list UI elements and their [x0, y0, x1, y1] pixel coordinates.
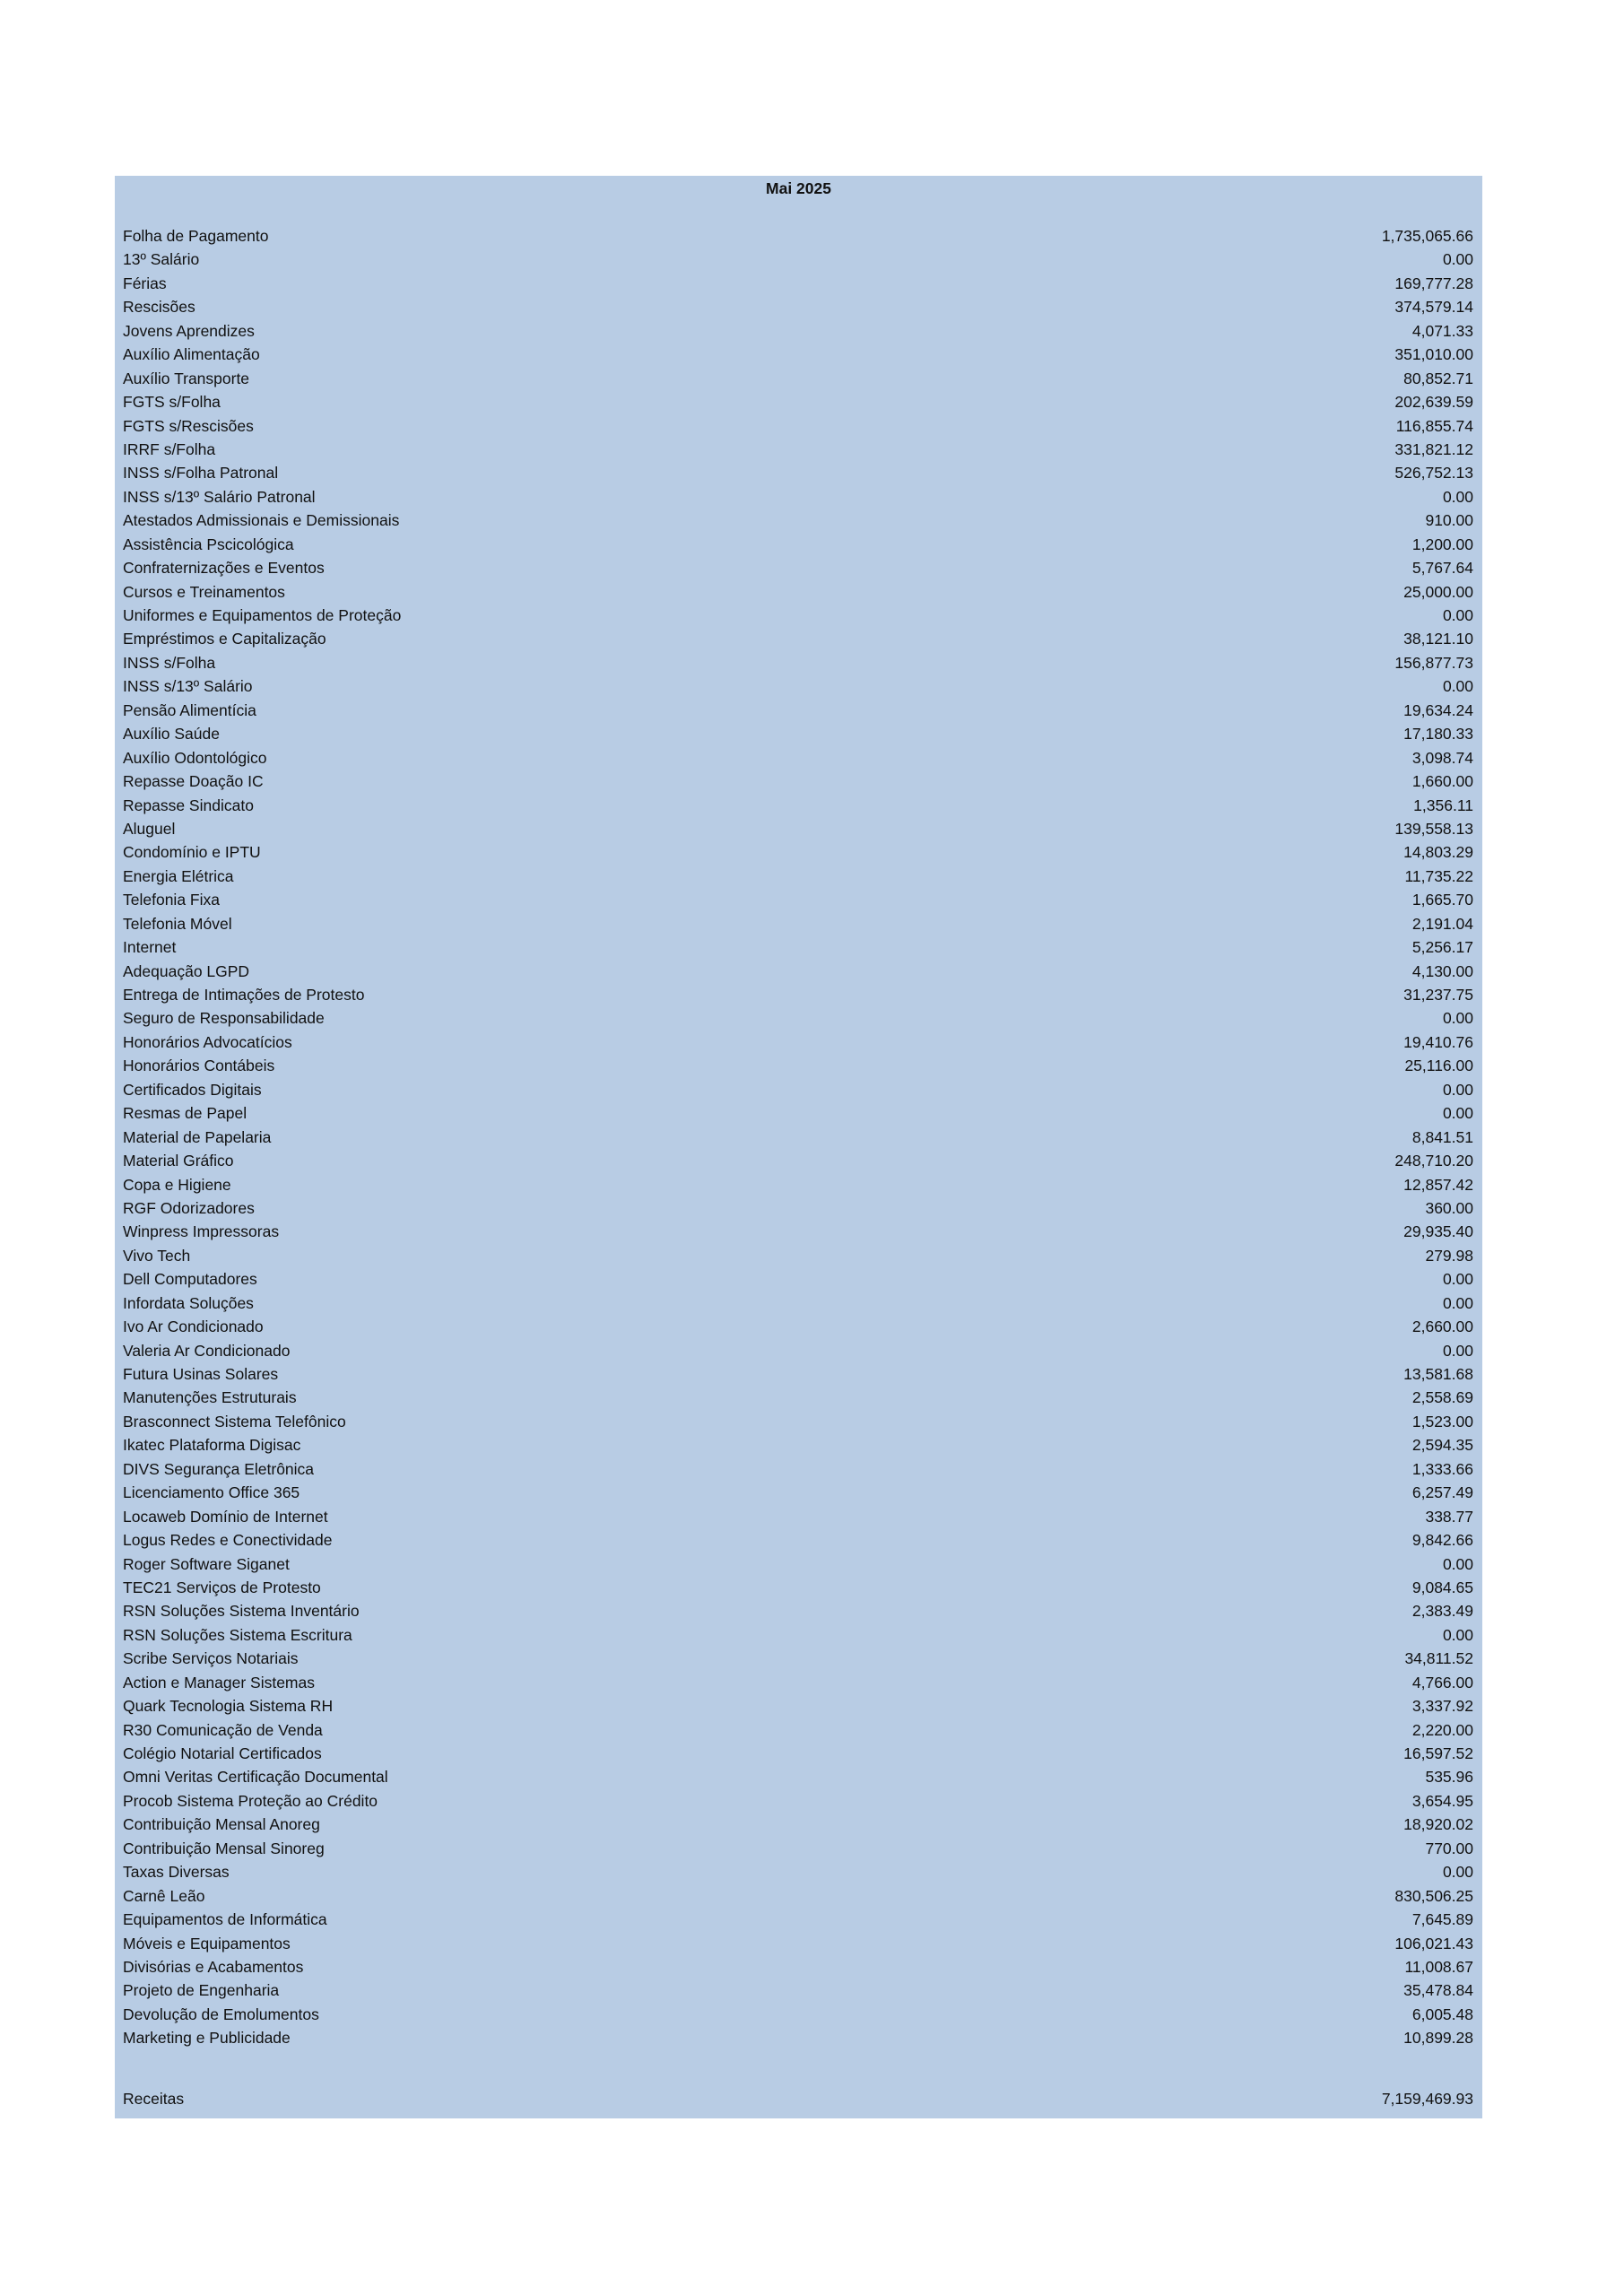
- expense-label: Roger Software Siganet: [123, 1554, 290, 1573]
- expense-label: Vivo Tech: [123, 1246, 191, 1265]
- expense-value: 248,710.20: [1394, 1152, 1473, 1170]
- expense-label: Auxílio Odontológico: [123, 748, 267, 767]
- expense-value: 279.98: [1425, 1246, 1473, 1265]
- expense-value: 360.00: [1425, 1198, 1473, 1217]
- expense-value: 14,803.29: [1403, 843, 1473, 862]
- expense-value: 910.00: [1425, 511, 1473, 530]
- expense-label: Licenciamento Office 365: [123, 1483, 300, 1502]
- expense-row: [115, 580, 1482, 604]
- expense-row: [115, 840, 1482, 864]
- expense-row: [115, 295, 1482, 318]
- expense-row: [115, 1813, 1482, 1836]
- expense-label: Auxílio Transporte: [123, 369, 250, 387]
- expense-value: 35,478.84: [1403, 1981, 1473, 2000]
- expense-label: Infordata Soluções: [123, 1293, 254, 1312]
- expense-value: 29,935.40: [1403, 1222, 1473, 1241]
- expense-label: INSS s/Folha: [123, 653, 216, 672]
- expense-label: Marketing e Publicidade: [123, 2029, 291, 2048]
- total-label: Receitas: [123, 2090, 185, 2108]
- expense-label: Material Gráfico: [123, 1152, 234, 1170]
- expense-label: Certificados Digitais: [123, 1080, 262, 1099]
- expense-value: 5,256.17: [1411, 938, 1473, 957]
- expense-label: Winpress Impressoras: [123, 1222, 280, 1241]
- expense-value: 1,356.11: [1413, 796, 1473, 814]
- expense-row: [115, 1884, 1482, 1908]
- expense-value: 0.00: [1442, 250, 1473, 269]
- expense-row: [115, 367, 1482, 390]
- expense-row: [115, 1315, 1482, 1338]
- expense-label: INSS s/Folha Patronal: [123, 464, 279, 483]
- expense-label: Condomínio e IPTU: [123, 843, 261, 862]
- expense-row: [115, 2003, 1482, 2026]
- expense-row: [115, 1386, 1482, 1409]
- expense-row: [115, 1054, 1482, 1077]
- expense-value: 139,558.13: [1394, 819, 1473, 838]
- expense-label: Auxílio Saúde: [123, 725, 220, 744]
- expense-value: 16,597.52: [1403, 1744, 1473, 1762]
- expense-row: [115, 272, 1482, 295]
- expense-label: Móveis e Equipamentos: [123, 1934, 291, 1952]
- expense-label: 13º Salário: [123, 250, 200, 269]
- expense-row: [115, 2026, 1482, 2049]
- expense-value: 4,071.33: [1411, 321, 1473, 340]
- expense-row: [115, 1694, 1482, 1718]
- expense-value: 0.00: [1442, 487, 1473, 506]
- expense-row: [115, 1292, 1482, 1315]
- expense-row: [115, 1505, 1482, 1528]
- expense-value: 0.00: [1442, 1080, 1473, 1099]
- expense-label: Pensão Alimentícia: [123, 700, 256, 719]
- expense-row: [115, 1765, 1482, 1788]
- expense-row: [115, 770, 1482, 793]
- expense-row: [115, 888, 1482, 911]
- expense-value: 0.00: [1442, 1625, 1473, 1644]
- expense-label: Honorários Advocatícios: [123, 1032, 292, 1051]
- expense-row: [115, 627, 1482, 650]
- expense-label: Material de Papelaria: [123, 1127, 272, 1146]
- expense-label: Resmas de Papel: [123, 1104, 248, 1123]
- expense-value: 169,777.28: [1394, 274, 1473, 292]
- expense-row: [115, 1955, 1482, 1979]
- expense-label: Locaweb Domínio de Internet: [123, 1507, 328, 1526]
- expense-value: 1,333.66: [1411, 1459, 1473, 1478]
- expense-row: [115, 983, 1482, 1006]
- expense-value: 0.00: [1442, 1009, 1473, 1028]
- expense-label: R30 Comunicação de Venda: [123, 1720, 323, 1739]
- expense-value: 1,660.00: [1411, 772, 1473, 791]
- expense-row: [115, 1576, 1482, 1599]
- expense-row: [115, 1789, 1482, 1813]
- expense-label: INSS s/13º Salário: [123, 677, 253, 696]
- expense-label: Taxas Diversas: [123, 1863, 230, 1882]
- expense-value: 38,121.10: [1403, 630, 1473, 648]
- expense-value: 25,116.00: [1404, 1057, 1473, 1075]
- expense-row: [115, 1006, 1482, 1030]
- expense-row: [115, 1860, 1482, 1883]
- expense-label: Projeto de Engenharia: [123, 1981, 280, 2000]
- expense-value: 106,021.43: [1394, 1934, 1473, 1952]
- expense-label: Devolução de Emolumentos: [123, 2005, 319, 2023]
- expense-label: Logus Redes e Conectividade: [123, 1531, 333, 1550]
- expense-value: 5,767.64: [1411, 559, 1473, 578]
- expense-row: [115, 343, 1482, 366]
- expense-value: 0.00: [1442, 1554, 1473, 1573]
- expense-value: 2,191.04: [1411, 914, 1473, 933]
- expense-label: Colégio Notarial Certificados: [123, 1744, 322, 1762]
- expense-row: [115, 1599, 1482, 1622]
- expense-value: 535.96: [1425, 1768, 1473, 1787]
- expense-label: Jovens Aprendizes: [123, 321, 255, 340]
- expense-label: Ivo Ar Condicionado: [123, 1318, 264, 1336]
- expense-value: 13,581.68: [1403, 1365, 1473, 1383]
- expense-row: [115, 1267, 1482, 1291]
- expense-label: Folha de Pagamento: [123, 227, 269, 245]
- expense-label: RSN Soluções Sistema Inventário: [123, 1602, 360, 1621]
- expense-label: Ikatec Plataforma Digisac: [123, 1436, 301, 1455]
- expense-row: [115, 485, 1482, 509]
- expense-value: 4,130.00: [1411, 961, 1473, 980]
- expense-row: [115, 651, 1482, 674]
- expense-label: Honorários Contábeis: [123, 1057, 275, 1075]
- expense-value: 18,920.02: [1403, 1815, 1473, 1834]
- expense-label: Empréstimos e Capitalização: [123, 630, 326, 648]
- expense-row: [115, 746, 1482, 770]
- expense-row: [115, 1101, 1482, 1125]
- expense-value: 1,523.00: [1411, 1412, 1473, 1431]
- expense-value: 17,180.33: [1403, 725, 1473, 744]
- expense-row: [115, 1979, 1482, 2002]
- expense-value: 331,821.12: [1394, 439, 1473, 458]
- expense-row: [115, 817, 1482, 840]
- expense-row: [115, 533, 1482, 556]
- expense-value: 156,877.73: [1394, 653, 1473, 672]
- expense-label: Auxílio Alimentação: [123, 345, 260, 364]
- expense-row: [115, 1433, 1482, 1457]
- expense-label: Contribuição Mensal Anoreg: [123, 1815, 320, 1834]
- expense-value: 2,594.35: [1411, 1436, 1473, 1455]
- expense-row: [115, 1481, 1482, 1504]
- expense-label: Equipamentos de Informática: [123, 1910, 327, 1929]
- expense-list: [115, 224, 1482, 2050]
- expense-label: Repasse Doação IC: [123, 772, 264, 791]
- expense-label: Cursos e Treinamentos: [123, 582, 285, 601]
- expense-label: Entrega de Intimações de Protesto: [123, 986, 365, 1004]
- expense-row: [115, 556, 1482, 579]
- expense-value: 9,084.65: [1411, 1578, 1473, 1596]
- expense-label: Energia Elétrica: [123, 866, 234, 885]
- expense-value: 0.00: [1442, 1293, 1473, 1312]
- expense-value: 25,000.00: [1403, 582, 1473, 601]
- total-value: 7,159,469.93: [1381, 2090, 1473, 2108]
- expense-label: Brasconnect Sistema Telefônico: [123, 1412, 346, 1431]
- expense-label: RGF Odorizadores: [123, 1198, 255, 1217]
- expense-row: [115, 1078, 1482, 1101]
- expense-label: Uniformes e Equipamentos de Proteção: [123, 606, 402, 624]
- expense-label: Scribe Serviços Notariais: [123, 1649, 299, 1668]
- expense-value: 2,660.00: [1411, 1318, 1473, 1336]
- expense-label: Quark Tecnologia Sistema RH: [123, 1697, 334, 1716]
- expense-label: RSN Soluções Sistema Escritura: [123, 1625, 352, 1644]
- expense-value: 2,383.49: [1411, 1602, 1473, 1621]
- expense-row: [115, 461, 1482, 484]
- expense-label: INSS s/13º Salário Patronal: [123, 487, 316, 506]
- sheet-title: Mai 2025: [766, 179, 831, 197]
- expense-row: [115, 1031, 1482, 1054]
- expense-row: [115, 1623, 1482, 1647]
- expense-label: Telefonia Móvel: [123, 914, 232, 933]
- total-row: [115, 2086, 1482, 2111]
- expense-row: [115, 438, 1482, 461]
- expense-value: 0.00: [1442, 606, 1473, 624]
- expense-label: Dell Computadores: [123, 1270, 257, 1289]
- expense-value: 1,665.70: [1411, 891, 1473, 909]
- expense-row: [115, 390, 1482, 413]
- expense-value: 6,005.48: [1411, 2005, 1473, 2023]
- expense-label: Adequação LGPD: [123, 961, 250, 980]
- expense-label: Contribuição Mensal Sinoreg: [123, 1839, 325, 1857]
- expense-value: 11,008.67: [1404, 1957, 1473, 1976]
- expense-value: 770.00: [1425, 1839, 1473, 1857]
- expense-row: [115, 1528, 1482, 1552]
- expense-value: 0.00: [1442, 1104, 1473, 1123]
- expense-row: [115, 865, 1482, 888]
- expense-value: 3,098.74: [1411, 748, 1473, 767]
- expense-value: 0.00: [1442, 1341, 1473, 1360]
- expense-label: Divisórias e Acabamentos: [123, 1957, 304, 1976]
- expense-label: Action e Manager Sistemas: [123, 1673, 315, 1692]
- expense-row: [115, 1552, 1482, 1576]
- expense-value: 2,220.00: [1411, 1720, 1473, 1739]
- expense-value: 9,842.66: [1411, 1531, 1473, 1550]
- expense-row: [115, 1647, 1482, 1670]
- expense-value: 116,855.74: [1395, 416, 1473, 435]
- expense-value: 0.00: [1442, 677, 1473, 696]
- expense-row: [115, 674, 1482, 698]
- expense-label: Atestados Admissionais e Demissionais: [123, 511, 400, 530]
- expense-value: 19,410.76: [1403, 1032, 1473, 1051]
- expense-row: [115, 1908, 1482, 1931]
- expense-label: IRRF s/Folha: [123, 439, 216, 458]
- expense-value: 12,857.42: [1403, 1175, 1473, 1194]
- expense-value: 202,639.59: [1394, 393, 1473, 412]
- expense-row: [115, 1457, 1482, 1481]
- expense-row: [115, 1149, 1482, 1172]
- expense-label: Manutenções Estruturais: [123, 1388, 297, 1407]
- expense-row: [115, 722, 1482, 745]
- expense-label: TEC21 Serviços de Protesto: [123, 1578, 321, 1596]
- expense-row: [115, 319, 1482, 343]
- expense-row: [115, 1196, 1482, 1220]
- expense-label: Procob Sistema Proteção ao Crédito: [123, 1791, 378, 1810]
- expense-label: DIVS Segurança Eletrônica: [123, 1459, 315, 1478]
- expense-value: 80,852.71: [1403, 369, 1473, 387]
- expense-value: 0.00: [1442, 1863, 1473, 1882]
- expense-value: 3,654.95: [1411, 1791, 1473, 1810]
- expense-label: Confraternizações e Eventos: [123, 559, 325, 578]
- expense-row: [115, 1339, 1482, 1362]
- expense-row: [115, 414, 1482, 438]
- expense-label: Omni Veritas Certificação Documental: [123, 1768, 388, 1787]
- expense-label: Telefonia Fixa: [123, 891, 220, 909]
- expense-label: Aluguel: [123, 819, 176, 838]
- expense-value: 6,257.49: [1411, 1483, 1473, 1502]
- expense-row: [115, 794, 1482, 817]
- expense-value: 4,766.00: [1411, 1673, 1473, 1692]
- expense-label: Copa e Higiene: [123, 1175, 231, 1194]
- expense-label: Seguro de Responsabilidade: [123, 1009, 325, 1028]
- expense-value: 374,579.14: [1394, 298, 1473, 317]
- expense-value: 7,645.89: [1411, 1910, 1473, 1929]
- expense-row: [115, 248, 1482, 271]
- expense-row: [115, 960, 1482, 983]
- expense-value: 1,735,065.66: [1381, 227, 1473, 245]
- expense-row: [115, 224, 1482, 248]
- expense-value: 526,752.13: [1394, 464, 1473, 483]
- expense-row: [115, 1932, 1482, 1955]
- expense-label: Repasse Sindicato: [123, 796, 254, 814]
- expense-label: FGTS s/Rescisões: [123, 416, 254, 435]
- expense-value: 11,735.22: [1404, 866, 1473, 885]
- expense-row: [115, 604, 1482, 627]
- expense-value: 19,634.24: [1403, 700, 1473, 719]
- expense-value: 3,337.92: [1411, 1697, 1473, 1716]
- expense-value: 338.77: [1425, 1507, 1473, 1526]
- expense-label: Férias: [123, 274, 167, 292]
- expense-value: 34,811.52: [1404, 1649, 1473, 1668]
- expense-row: [115, 935, 1482, 959]
- expense-value: 2,558.69: [1411, 1388, 1473, 1407]
- expense-label: FGTS s/Folha: [123, 393, 221, 412]
- expense-value: 8,841.51: [1411, 1127, 1473, 1146]
- expense-label: Assistência Pscicológica: [123, 535, 294, 553]
- expense-value: 830,506.25: [1394, 1886, 1473, 1905]
- expense-label: Valeria Ar Condicionado: [123, 1341, 291, 1360]
- expense-label: Internet: [123, 938, 177, 957]
- expense-row: [115, 1410, 1482, 1433]
- expense-value: 351,010.00: [1394, 345, 1473, 364]
- expense-sheet: [115, 176, 1482, 2118]
- expense-row: [115, 912, 1482, 935]
- expense-label: Carnê Leão: [123, 1886, 205, 1905]
- expense-row: [115, 1220, 1482, 1243]
- expense-label: Rescisões: [123, 298, 195, 317]
- expense-value: 1,200.00: [1411, 535, 1473, 553]
- expense-row: [115, 1742, 1482, 1765]
- expense-value: 0.00: [1442, 1270, 1473, 1289]
- expense-row: [115, 699, 1482, 722]
- expense-row: [115, 1244, 1482, 1267]
- expense-row: [115, 1837, 1482, 1860]
- expense-row: [115, 509, 1482, 532]
- expense-row: [115, 1126, 1482, 1149]
- expense-row: [115, 1718, 1482, 1742]
- expense-label: Futura Usinas Solares: [123, 1365, 279, 1383]
- expense-row: [115, 1173, 1482, 1196]
- expense-value: 31,237.75: [1403, 986, 1473, 1004]
- expense-row: [115, 1362, 1482, 1386]
- expense-row: [115, 1671, 1482, 1694]
- expense-value: 10,899.28: [1403, 2029, 1473, 2048]
